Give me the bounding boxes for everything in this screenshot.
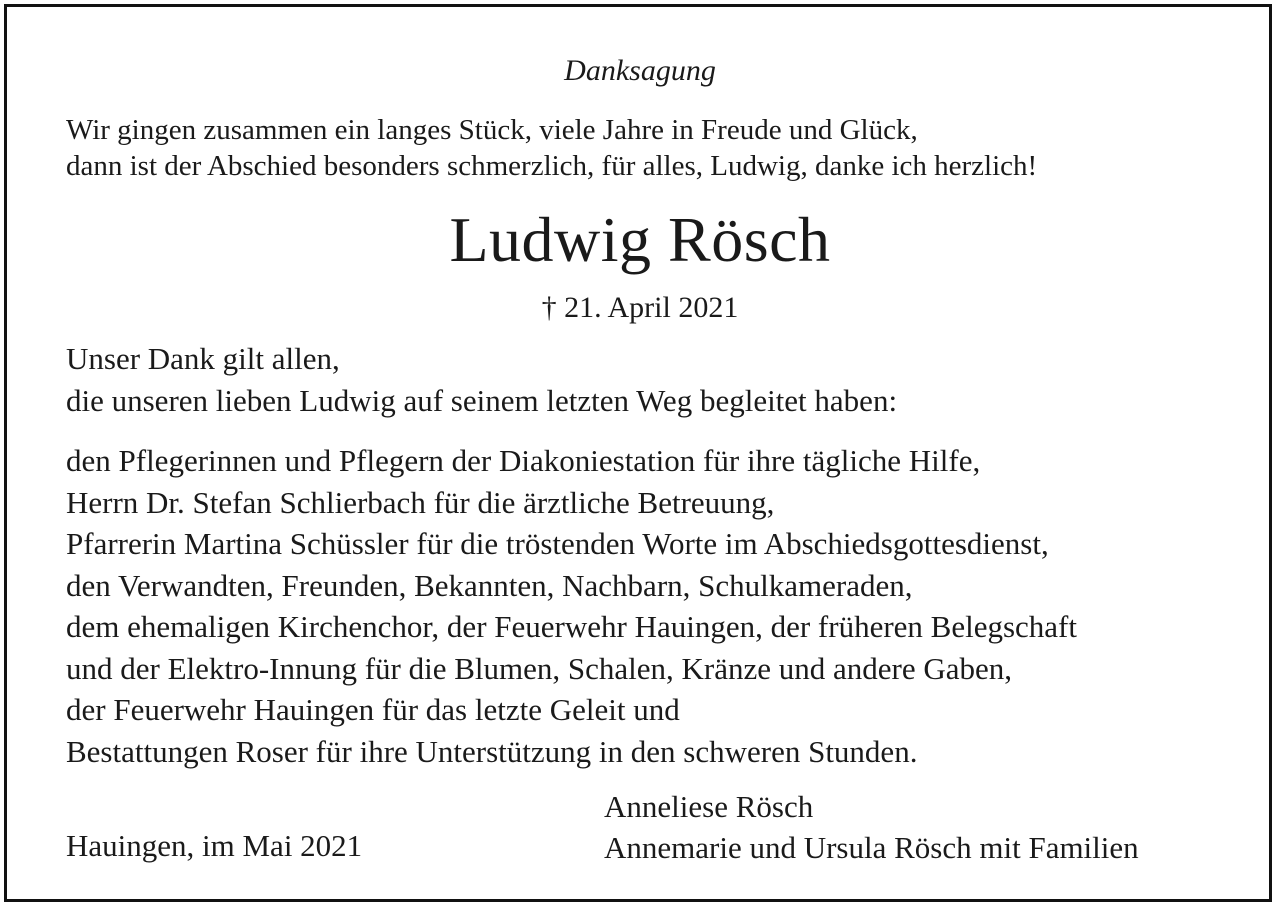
thanks-line: Herrn Dr. Stefan Schlierbach für die ärztliche Betreuung, [66,484,775,520]
poem-line: dann ist der Abschied besonders schmerzlich, für alles, Ludwig, danke ich herzlich! [66,150,1038,182]
thanks-line: den Verwandten, Freunden, Bekannten, Nachbarn, Schulkameraden, [66,567,913,603]
thanks-line: den Pflegerinnen und Pflegern der Diakoniestation für ihre tägliche Hilfe, [66,443,981,478]
intro-line: Unser Dank gilt allen, [66,341,340,376]
thanks-intro [66,338,897,422]
thanks-line: und der Elektro-Innung für die Blumen, Schalen, Kränze und andere Gaben, [66,650,1013,686]
thanks-line: Bestattungen Roser für ihre Unterstützung in den schweren Stunden. [66,733,918,769]
deceased-name: Ludwig Rösch [449,204,831,275]
signer-line: Anneliese Rösch [604,789,814,824]
place-date: Hauingen, im Mai 2021 [66,828,363,863]
intro-line: die unseren lieben Ludwig auf seinem letzten Weg begleitet haben: [66,383,898,418]
poem [66,112,1037,184]
death-date: † 21. April 2021 [541,291,739,324]
thanks-line: Pfarrerin Martina Schüssler für die tröstenden Worte im Abschiedsgottesdienst, [66,526,1049,561]
signers [604,786,1139,868]
signer-line: Annemarie und Ursula Rösch mit Familien [604,830,1139,865]
notice-heading: Danksagung [564,54,716,87]
poem-line: Wir gingen zusammen ein langes Stück, viele Jahre in Freude und Glück, [66,114,918,146]
thanks-line: der Feuerwehr Hauingen für das letzte Geleit und [66,692,680,727]
thanks-line: dem ehemaligen Kirchenchor, der Feuerwehr Hauingen, der früheren Belegschaft [66,609,1077,644]
thanks-list [66,440,1077,772]
